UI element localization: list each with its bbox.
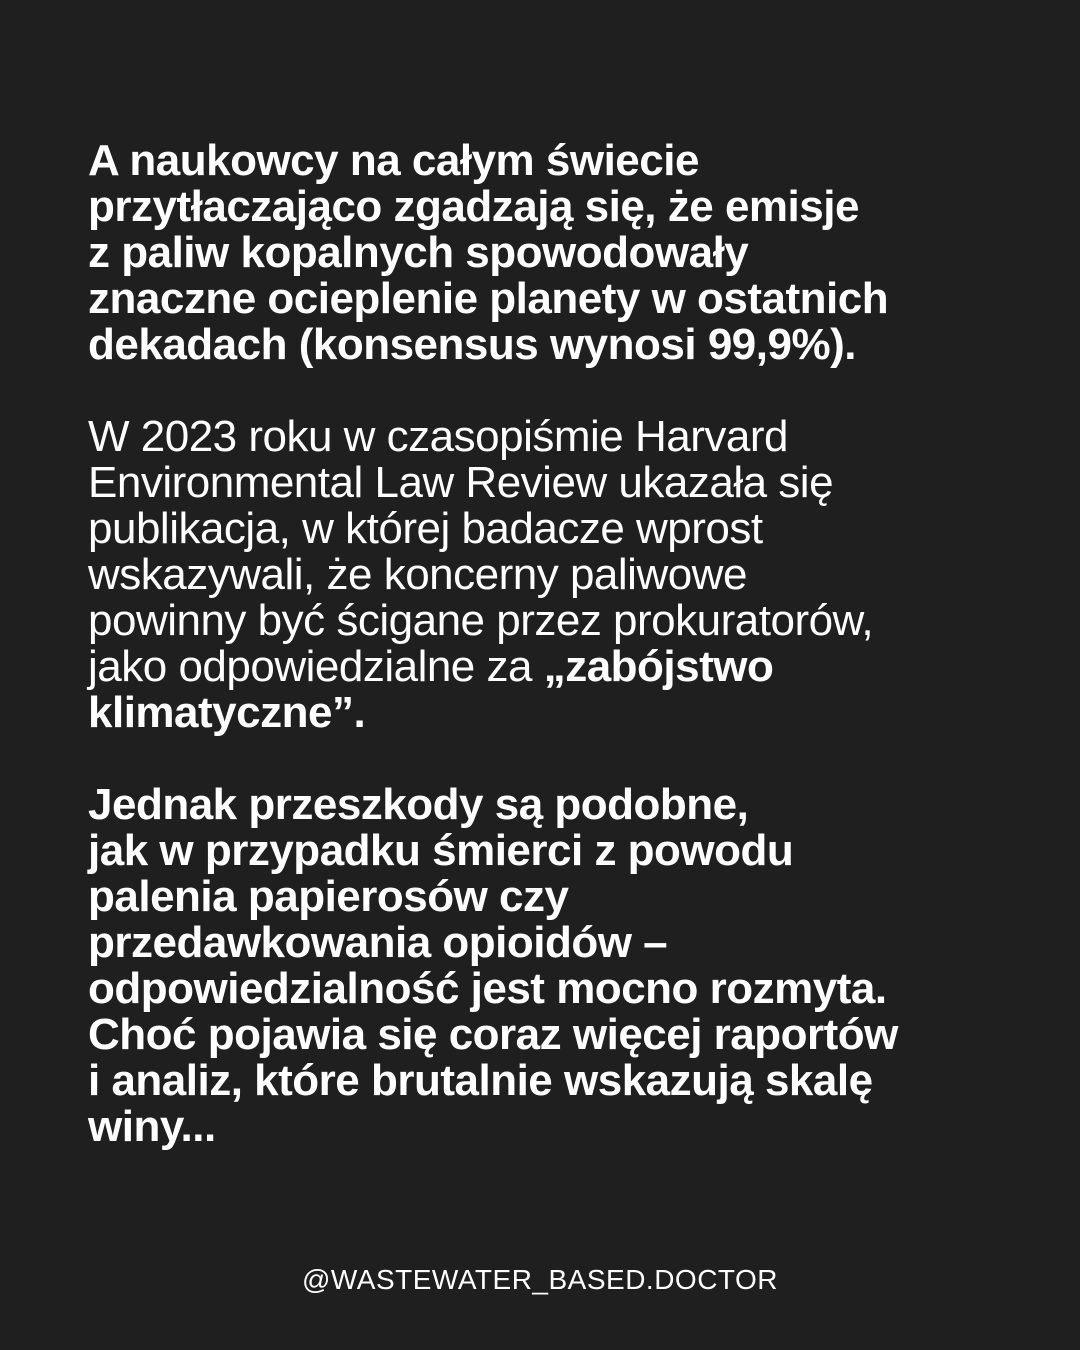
text-line: winy... <box>88 1102 216 1151</box>
text-line: palenia papierosów czy <box>88 872 569 921</box>
text-line: Choć pojawia się coraz więcej raportów <box>88 1010 898 1059</box>
paragraph-consensus <box>88 138 1028 368</box>
text-line: jako odpowiedzialne za <box>88 642 544 691</box>
paragraph-harvard-review <box>88 414 1028 736</box>
text-line: dekadach (konsensus wynosi 99,9%). <box>88 320 856 369</box>
paragraph-obstacles <box>88 782 1028 1150</box>
highlight-text: klimatyczne”. <box>88 688 366 737</box>
text-line: przedawkowania opioidów – <box>88 918 668 967</box>
text-line: A naukowcy na całym świecie <box>88 136 699 185</box>
text-line: przytłaczająco zgadzają się, że emisje <box>88 182 859 231</box>
text-line: znaczne ocieplenie planety w ostatnich <box>88 274 889 323</box>
text-line: W 2023 roku w czasopiśmie Harvard <box>88 412 788 461</box>
text-line: jak w przypadku śmierci z powodu <box>88 826 794 875</box>
text-line: publikacja, w której badacze wprost <box>88 504 763 553</box>
text-line: wskazywali, że koncerny paliwowe <box>88 550 747 599</box>
text-line: odpowiedzialność jest mocno rozmyta. <box>88 964 887 1013</box>
text-line: Environmental Law Review ukazała się <box>88 458 834 507</box>
text-line: i analiz, które brutalnie wskazują skalę <box>88 1056 873 1105</box>
post-content <box>88 138 1028 1150</box>
highlight-text: „zabójstwo <box>543 642 774 691</box>
text-line: z paliw kopalnych spowodowały <box>88 228 749 277</box>
text-line: powinny być ścigane przez prokuratorów, <box>88 596 874 645</box>
author-handle: @WASTEWATER_BASED.DOCTOR <box>301 1264 779 1295</box>
text-line: Jednak przeszkody są podobne, <box>88 780 749 829</box>
